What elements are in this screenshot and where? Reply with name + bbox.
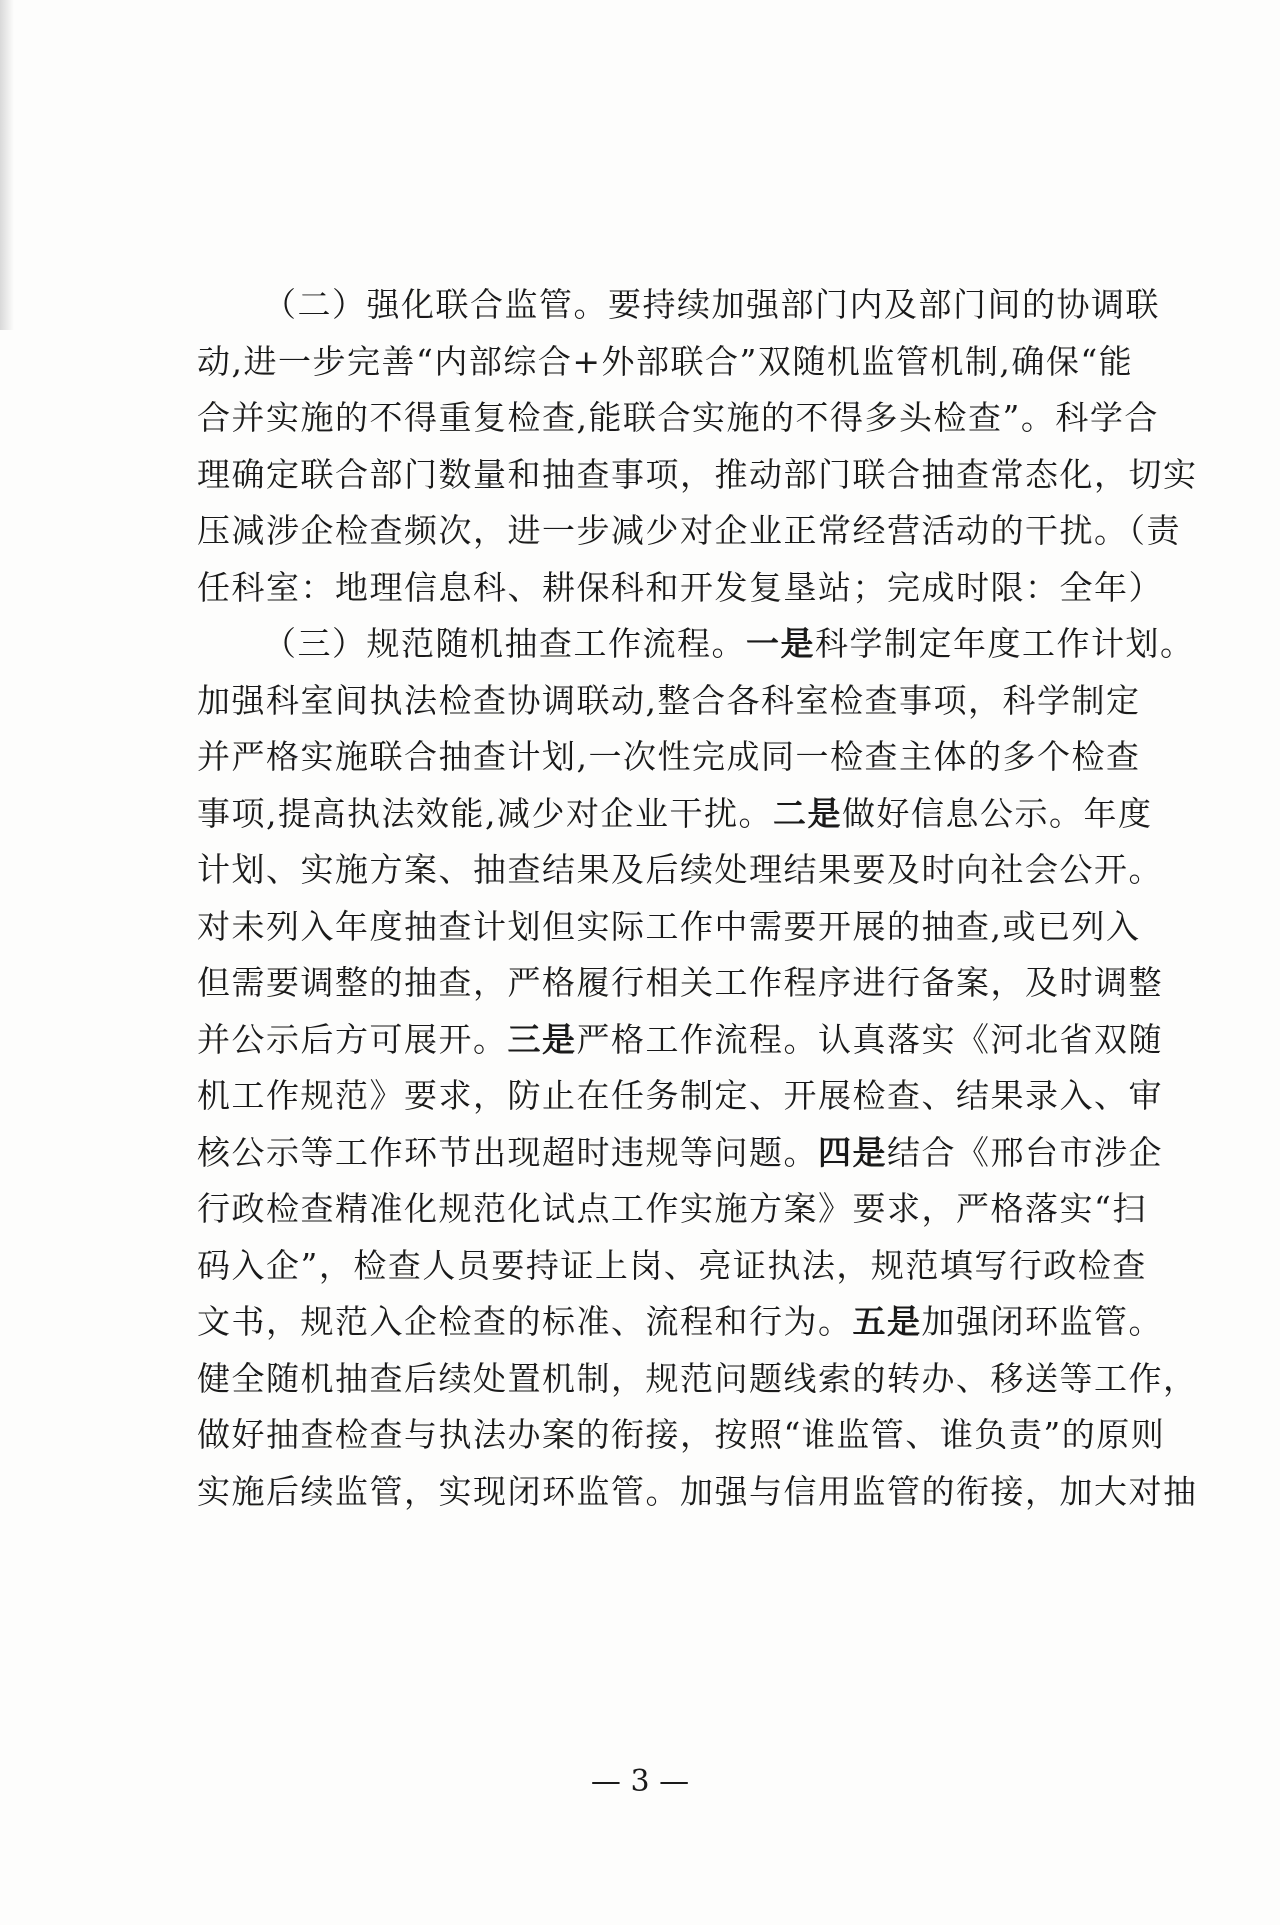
text-segment: 文书，规范入企检查的标准、流程和行为。 — [197, 1302, 853, 1341]
text-line: 动,进一步完善“内部综合+外部联合”双随机监管机制,确保“能 — [197, 341, 1134, 381]
text-segment: 严格工作流程。认真落实《河北省双随 — [576, 1019, 1163, 1059]
emphasis-text: 五是 — [852, 1302, 922, 1341]
text-line: 做好抽查检查与执法办案的衔接，按照“谁监管、谁负责”的原则 — [197, 1415, 1166, 1454]
text-line: 对未列入年度抽查计划但实际工作中需要开展的抽查,或已列入 — [197, 906, 1141, 946]
text-line — [197, 786, 1153, 843]
text-line: 并严格实施联合抽查计划,一次性完成同一检查主体的多个检查 — [197, 737, 1141, 776]
text-line — [197, 616, 1195, 673]
text-segment: 做好信息公示。年度 — [841, 793, 1153, 833]
text-segment: 科学制定年度工作计划。 — [815, 624, 1195, 663]
text-line: 计划、实施方案、抽查结果及后续处理结果要及时向社会公开。 — [197, 850, 1163, 889]
page-number: — 3 — — [590, 1764, 690, 1799]
text-segment: 结合《邢台市涉企 — [887, 1132, 1163, 1172]
scan-shadow-edge — [0, 0, 14, 330]
text-segment: 加强闭环监管。 — [921, 1302, 1163, 1341]
text-line: 行政检查精准化规范化试点工作实施方案》要求，严格落实“扫 — [197, 1189, 1147, 1228]
text-line: 机工作规范》要求，防止在任务制定、开展检查、结果录入、审 — [197, 1076, 1163, 1115]
text-segment: （三）规范随机抽查工作流程。 — [263, 624, 746, 663]
text-line: 实施后续监管，实现闭环监管。加强与信用监管的衔接，加大对抽 — [197, 1471, 1198, 1511]
text-line: 加强科室间执法检查协调联动,整合各科室检查事项，科学制定 — [197, 680, 1141, 720]
text-line: （二）强化联合监管。要持续加强部门内及部门间的协调联 — [263, 285, 1160, 324]
text-line — [197, 1125, 1163, 1182]
text-line: 码入企”，检查人员要持证上岗、亮证执法，规范填写行政检查 — [197, 1245, 1147, 1285]
emphasis-text: 一是 — [746, 624, 815, 663]
text-line: 压减涉企检查频次，进一步减少对企业正常经营活动的干扰。（责 — [197, 511, 1181, 550]
text-line: 理确定联合部门数量和抽查事项，推动部门联合抽查常态化，切实 — [197, 454, 1198, 494]
text-segment: 并公示后方可展开。 — [197, 1019, 508, 1059]
emphasis-text: 二是 — [772, 793, 842, 833]
text-line — [197, 1012, 1163, 1069]
text-segment: 事项,提高执法效能,减少对企业干扰。 — [197, 793, 773, 833]
text-segment: 核公示等工作环节出现超时违规等问题。 — [197, 1132, 818, 1172]
text-line: 健全随机抽查后续处置机制，规范问题线索的转办、移送等工作， — [197, 1358, 1198, 1398]
text-line: 任科室：地理信息科、耕保科和开发复垦站；完成时限：全年） — [197, 567, 1163, 607]
document-body — [197, 277, 1198, 1520]
text-line: 合并实施的不得重复检查,能联合实施的不得多头检查”。科学合 — [197, 398, 1159, 437]
text-line: 但需要调整的抽查，严格履行相关工作程序进行备案，及时调整 — [197, 963, 1163, 1002]
emphasis-text: 三是 — [507, 1019, 577, 1059]
text-line — [197, 1294, 1163, 1351]
emphasis-text: 四是 — [818, 1132, 887, 1172]
